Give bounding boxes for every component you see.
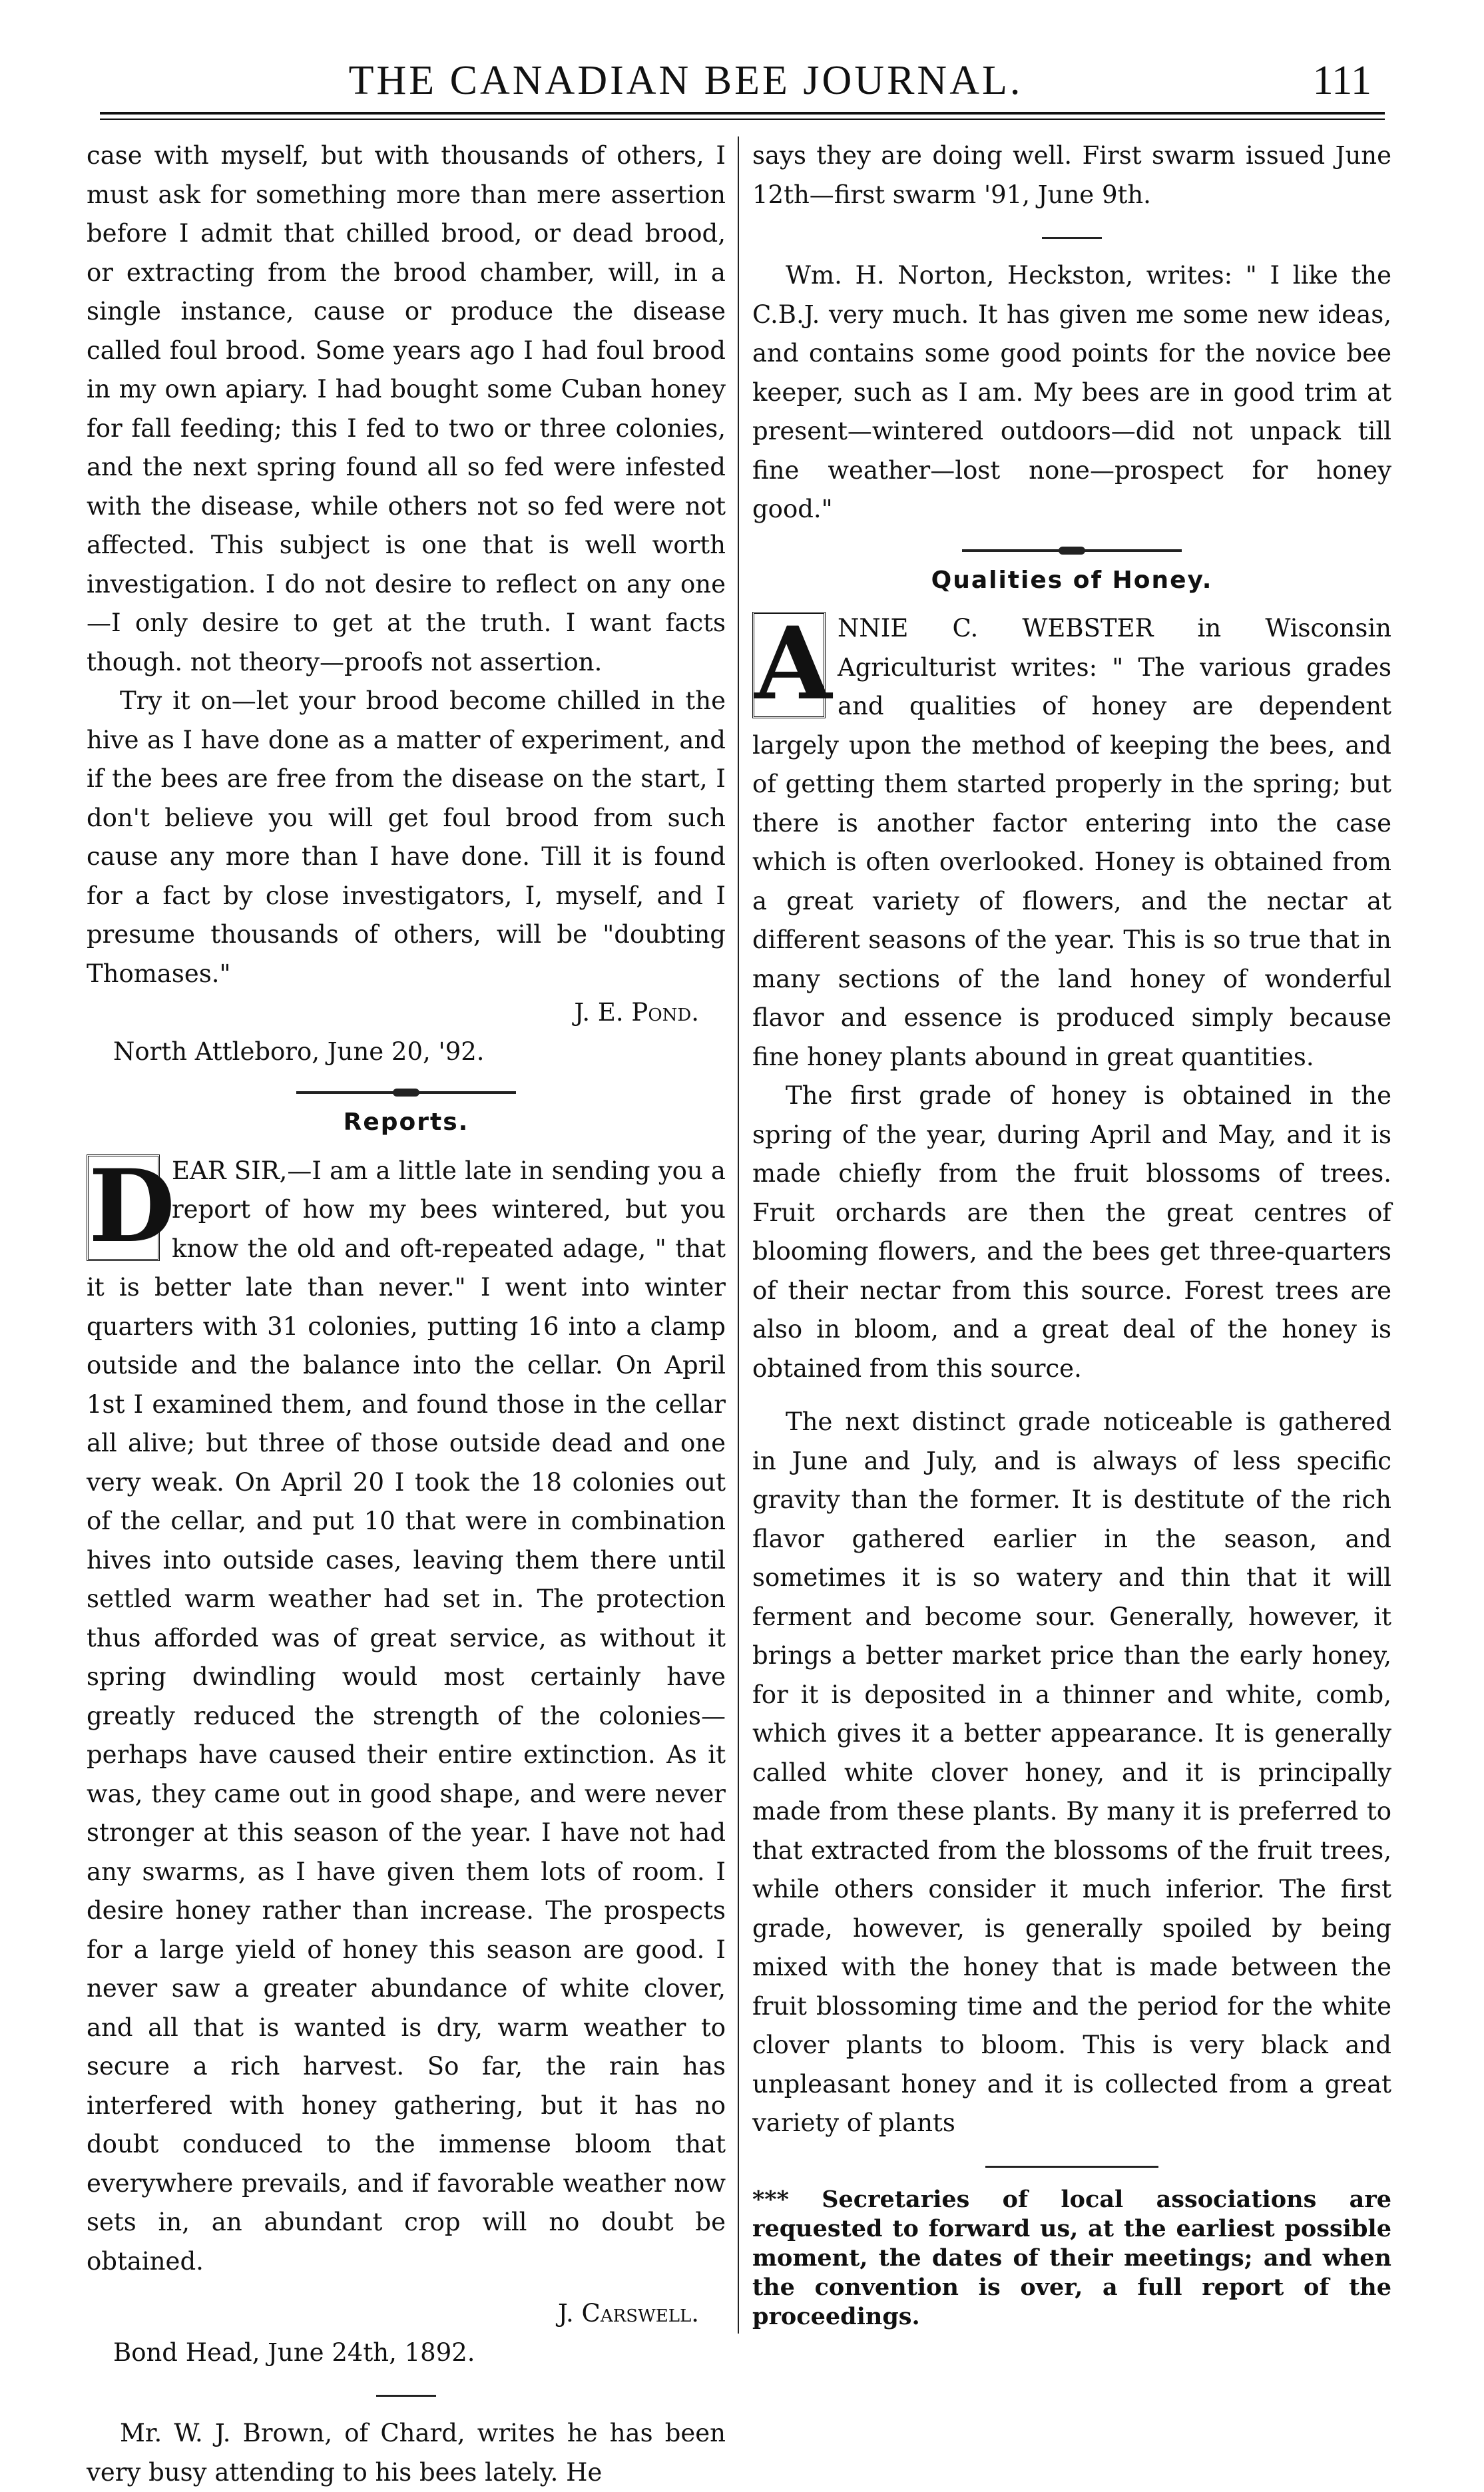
right-column xyxy=(752,136,1391,2332)
brown-paragraph: Mr. W. J. Brown, of Chard, writes he has been very busy attending to his bees lately. He xyxy=(87,2419,726,2487)
honey-heading: Qualities of Honey. xyxy=(931,566,1213,594)
reports-paragraph-text: EAR SIR,—I am a little late in sending you a report of how my bees wintered, but you know the old and oft-repeated adage, " that it is better late than never." I went into winter quarters with 31 colonies, putting 16 into a clamp outside and the balance into the cellar. On April 1st I examined them, and found those in the cellar all alive; but three of those outside dead and one very weak. On April 20 I took the 18 colonies out of the cellar, and put 10 that were in combination hives into outside cases, leaving them there until settled warm weather had set in. The protection thus afforded was of great service, as without it spring dwindling would most certainly have greatly reduced the strength of the colonies—perhaps have caused their entire extinction. As it was, they came out in good shape, and were never stronger at this season of the year. I have not had any swarms, as I have given them lots of room. I desire honey rather than increase. The prospects for a large yield of honey this season are good. I never saw a greater abundance of white clover, and all that is wanted is dry, warm weather to secure a rich harvest. So far, the rain has interfered with honey gathering, but it has no doubt conduced to the immense bloom that everywhere prevails, and if favorable weather now sets in, an abundant crop will no doubt be obtained. xyxy=(87,1156,726,2276)
norton-paragraph: Wm. H. Norton, Heckston, writes: " I like the C.B.J. very much. It has given me some new ideas, and contains some good points for the novice bee keeper, such as I am. My bees are in good trim at present—wintered outdoors—did not unpack till fine weather—lost none—prospect for honey good." xyxy=(752,261,1391,523)
secretaries-notice: *** Secretaries of local associations are requested to forward us, at the earliest possible moment, the dates of their meetings; and when the convention is over, a full report of the proceedings. xyxy=(752,2185,1391,2330)
pond-letter-paragraph-2: Try it on—let your brood become chilled in the hive as I have done as a matter of experiment, and if the bees are free from the disease on the start, I don't believe you will get foul brood from such cause any more than I have done. Till it is found for a fact by close investigators, I, myself, and I presume thousands of others, will be "doubting Thomases." xyxy=(87,686,726,988)
signature-pond: J. E. Pond. xyxy=(574,998,699,1027)
brown-paragraph-continued: says they are doing well. First swarm issued June 12th—first swarm '91, June 9th. xyxy=(752,141,1391,209)
dateline-carswell: Bond Head, June 24th, 1892. xyxy=(113,2338,475,2367)
short-rule xyxy=(1042,237,1102,239)
reports-paragraph xyxy=(87,1147,726,2282)
page-header xyxy=(100,53,1385,113)
section-ornament xyxy=(296,1091,516,1094)
journal-title: THE CANADIAN BEE JOURNAL. xyxy=(348,58,1023,103)
page-number: 111 xyxy=(1312,58,1371,103)
honey-paragraph-1 xyxy=(752,605,1391,1077)
pond-letter-paragraph-1: case with myself, but with thousands of others, I must ask for something more than mere assertion before I admit that chilled brood, or dead brood, or extracting from the brood chamber, will, in a single instance, cause or produce the disease called foul brood. Some years ago I had foul brood in my own apiary. I had bought some Cuban honey for fall feeding; this I fed to two or three colonies, and the next spring found all so fed were infested with the disease, while others not so fed were not affected. This subject is one that is well worth investigation. I do not desire to reflect on any one—I only desire to get at the truth. I want facts though. not theory—proofs not assertion. xyxy=(87,141,726,676)
header-rule xyxy=(100,112,1385,120)
honey-paragraph-1-text: NNIE C. WEBSTER in Wisconsin Agriculturist writes: " The various grades and qualities of honey are dependent largely upon the method of keeping the bees, and of getting them started properly in the spring; but there is another factor entering into the case which is often overlooked. Honey is obtained from a great variety of flowers, and the nectar at different seasons of the year. This is so true that in many sections of the land honey of wonderful flavor and essence is produced simply because fine honey plants abound in great quantities. xyxy=(752,614,1391,1071)
honey-paragraph-2: The first grade of honey is obtained in the spring of the year, during April and May, and it is made chiefly from the fruit blossoms of trees. Fruit orchards are then the great centres of blooming flowers, and the bees get three-quarters of their nectar from this source. Forest trees are also in bloom, and a great deal of the honey is obtained from this source. xyxy=(752,1081,1391,1383)
dropcap-a: A xyxy=(752,612,826,718)
left-column xyxy=(87,136,726,2492)
short-rule xyxy=(376,2395,436,2397)
reports-heading: Reports. xyxy=(343,1109,469,1136)
section-ornament xyxy=(962,549,1182,552)
signature-carswell: J. Carswell. xyxy=(558,2299,699,2328)
honey-paragraph-3: The next distinct grade noticeable is gathered in June and July, and is always of less specific gravity than the former. It is destitute of the rich flavor gathered earlier in the season, and sometimes it is so watery and thin that it will ferment and become sour. Generally, however, it brings a better market price than the early honey, for it is deposited in a thinner and white, comb, which gives it a better appearance. It is generally called white clover honey, and it is principally made from these plants. By many it is preferred to that extracted from the blossoms of the fruit trees, while others consider it much inferior. The first grade, however, is generally spoiled by being mixed with the honey that is made between the fruit blossoming time and the period for the white clover plants to bloom. This is very black and unpleasant honey and it is collected from a great variety of plants xyxy=(752,1407,1391,2137)
dropcap-d: D xyxy=(87,1154,160,1261)
short-rule xyxy=(985,2166,1158,2168)
dateline-pond: North Attleboro, June 20, '92. xyxy=(113,1037,485,1066)
column-divider xyxy=(738,136,739,2334)
